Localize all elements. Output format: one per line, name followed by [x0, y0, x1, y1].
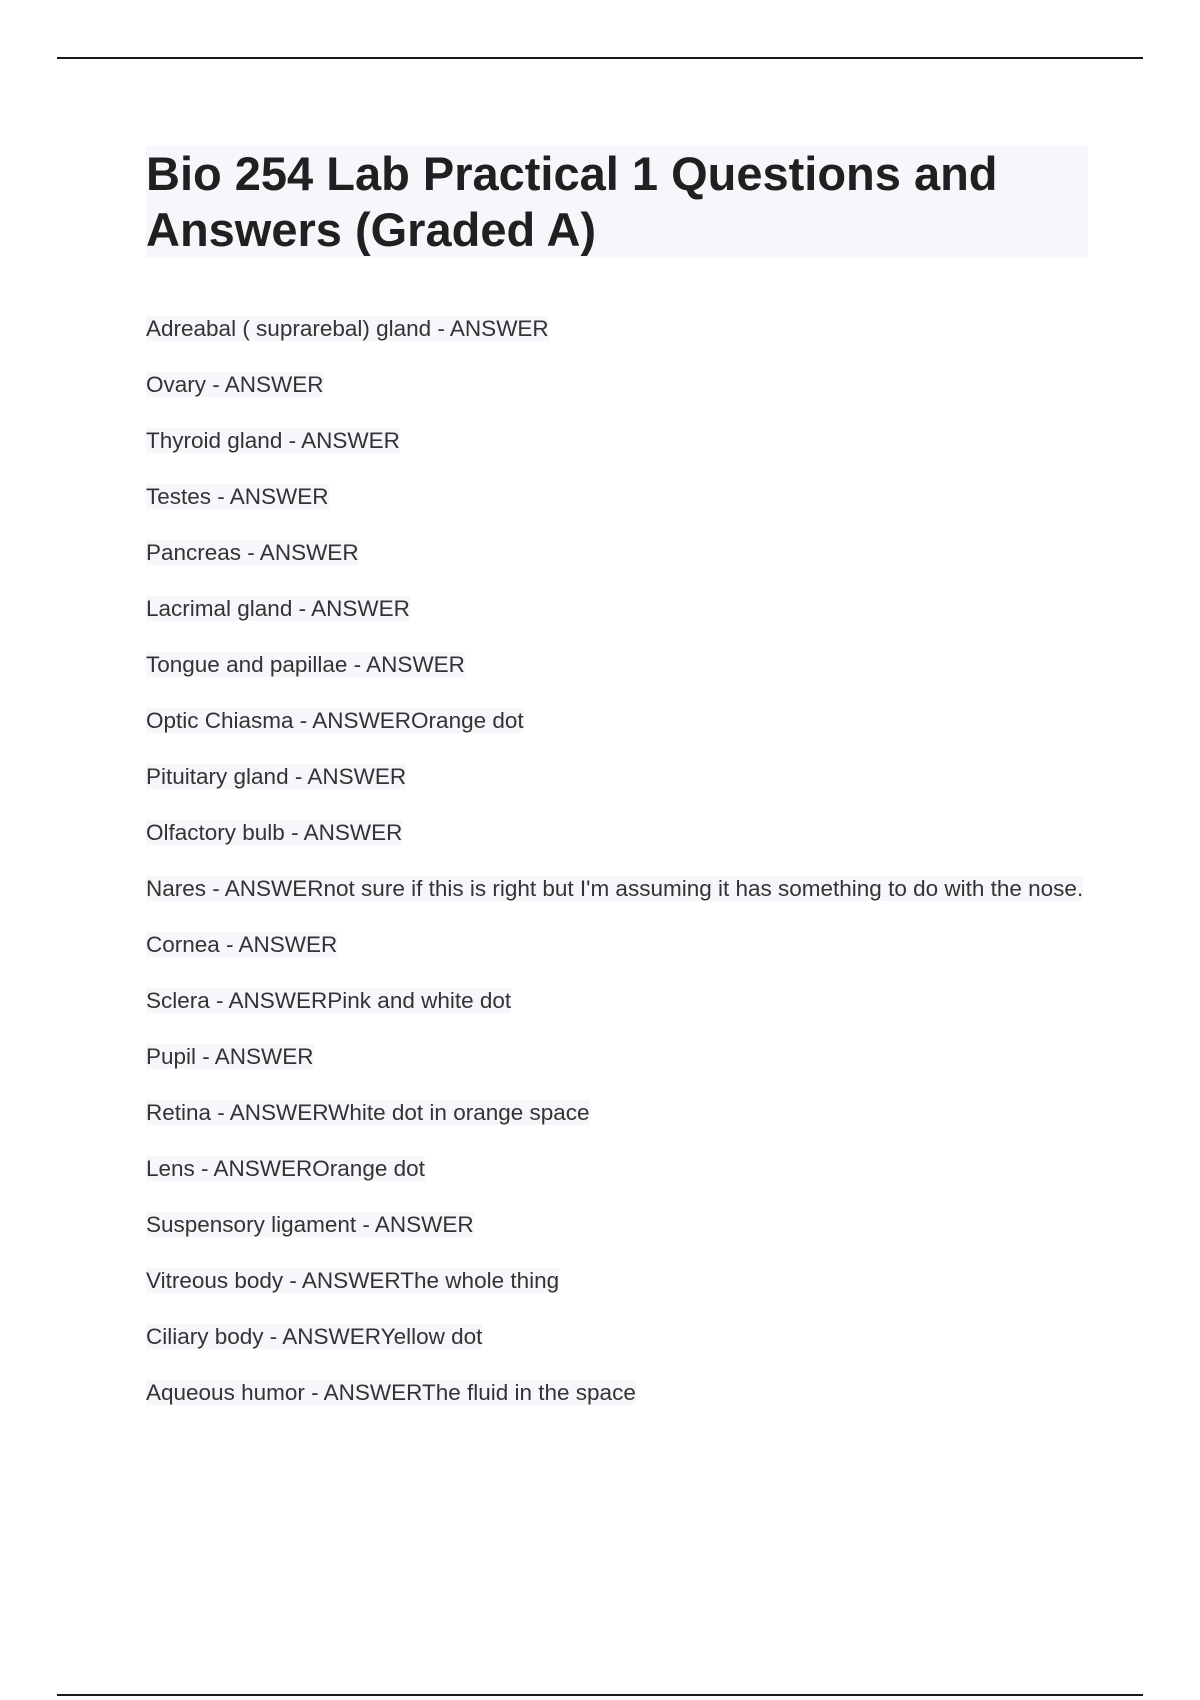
list-item — [146, 372, 1088, 398]
page-title: Bio 254 Lab Practical 1 Questions and Answers (Graded A) — [146, 147, 998, 256]
list-item-text: Ciliary body - ANSWERYellow dot — [146, 1324, 483, 1349]
list-item-text: Pupil - ANSWER — [146, 1044, 314, 1069]
list-item — [146, 540, 1088, 566]
list-item-text: Lens - ANSWEROrange dot — [146, 1156, 425, 1181]
list-item — [146, 764, 1088, 790]
list-item — [146, 876, 1088, 902]
list-item-text: Sclera - ANSWERPink and white dot — [146, 988, 512, 1013]
list-item-text: Pituitary gland - ANSWER — [146, 764, 407, 789]
bottom-divider — [57, 1694, 1143, 1696]
list-item — [146, 1324, 1088, 1350]
list-item — [146, 1100, 1088, 1126]
list-item — [146, 932, 1088, 958]
list-item-text: Cornea - ANSWER — [146, 932, 338, 957]
list-item-text: Optic Chiasma - ANSWEROrange dot — [146, 708, 524, 733]
list-item — [146, 988, 1088, 1014]
list-item-text: Suspensory ligament - ANSWER — [146, 1212, 474, 1237]
list-item-text: Retina - ANSWERWhite dot in orange space — [146, 1100, 590, 1125]
list-item — [146, 652, 1088, 678]
list-item — [146, 820, 1088, 846]
list-item-text: Thyroid gland - ANSWER — [146, 428, 400, 453]
list-item-text: Aqueous humor - ANSWERThe fluid in the space — [146, 1380, 636, 1405]
list-item-text: Pancreas - ANSWER — [146, 540, 359, 565]
list-item — [146, 1212, 1088, 1238]
title-block — [146, 146, 1088, 258]
list-item — [146, 1044, 1088, 1070]
list-item — [146, 1268, 1088, 1294]
list-item — [146, 484, 1088, 510]
list-item — [146, 1156, 1088, 1182]
list-item — [146, 428, 1088, 454]
top-divider — [57, 57, 1143, 59]
list-item-text: Olfactory bulb - ANSWER — [146, 820, 403, 845]
list-item — [146, 1380, 1088, 1406]
list-item — [146, 316, 1088, 342]
document-body — [146, 146, 1088, 1436]
list-item-text: Nares - ANSWERnot sure if this is right but I'm assuming it has something to do with the nose. — [146, 876, 1084, 901]
list-item-text: Testes - ANSWER — [146, 484, 329, 509]
list-item — [146, 708, 1088, 734]
list-item-text: Vitreous body - ANSWERThe whole thing — [146, 1268, 560, 1293]
list-item-text: Lacrimal gland - ANSWER — [146, 596, 410, 621]
list-item-text: Tongue and papillae - ANSWER — [146, 652, 465, 677]
list-item — [146, 596, 1088, 622]
qa-list — [146, 316, 1088, 1406]
list-item-text: Ovary - ANSWER — [146, 372, 324, 397]
list-item-text: Adreabal ( suprarebal) gland - ANSWER — [146, 316, 549, 341]
